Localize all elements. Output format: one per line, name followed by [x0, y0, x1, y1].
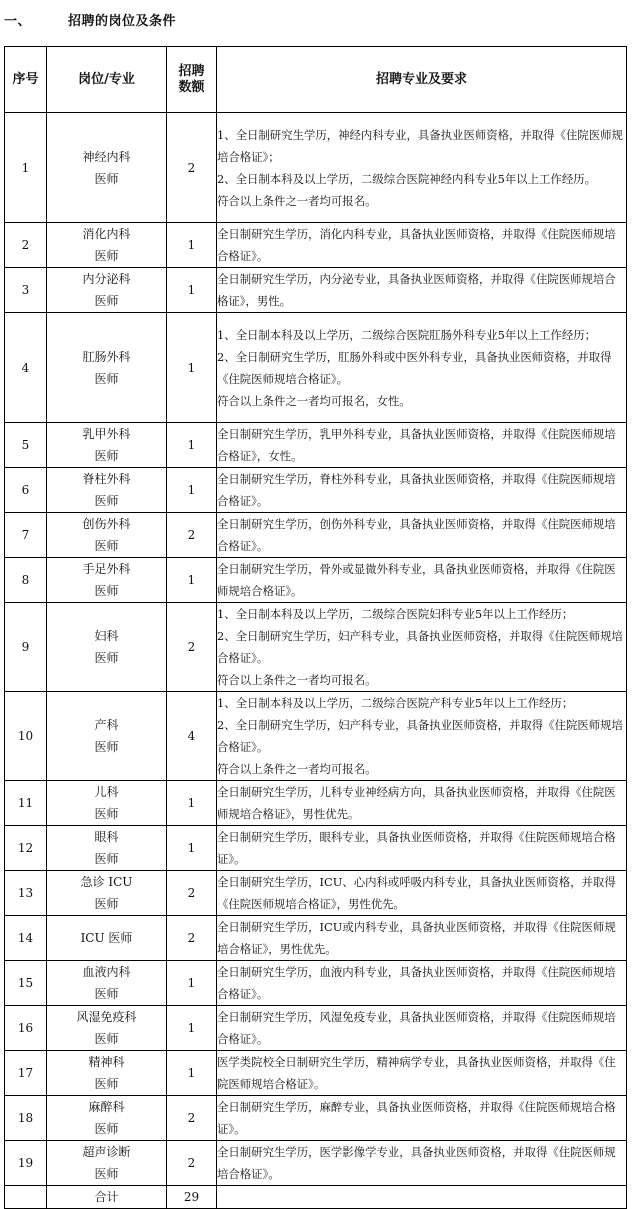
requirement-line: 符合以上条件之一者均可报名。: [217, 673, 377, 687]
section-number: 一、: [4, 14, 32, 29]
requirements-cell: [217, 692, 627, 781]
position-line: 乳甲外科: [82, 427, 131, 441]
count-cell: 1: [167, 1051, 217, 1096]
position-line: 医师: [94, 740, 119, 754]
count-cell: 2: [167, 916, 217, 961]
position-line: 手足外科: [82, 562, 131, 576]
requirements-cell: [217, 826, 627, 871]
table-row: [5, 603, 627, 692]
table-row: [5, 1096, 627, 1141]
table-row: [5, 268, 627, 313]
position-line: 医师: [94, 852, 119, 866]
requirement-line: 全日制研究生学历，骨外或显微外科专业，具备执业医师资格，并取得《住院医师规培合格证》。: [217, 562, 616, 598]
position-cell: [47, 1096, 167, 1141]
table-row: [5, 113, 627, 223]
position-cell: [47, 313, 167, 423]
requirement-line: 全日制研究生学历，麻醉专业，具备执业医师资格，并取得《住院医师规培合格证》。: [217, 1100, 616, 1136]
position-cell: [47, 826, 167, 871]
requirements-cell: [217, 558, 627, 603]
count-cell: 1: [167, 558, 217, 603]
requirement-line: 全日制研究生学历，血液内科专业，具备执业医师资格，并取得《住院医师规培合格证》。: [217, 965, 616, 1001]
position-line: 内分泌科: [82, 272, 131, 286]
row-number: 10: [5, 692, 47, 781]
position-line: 血液内科: [82, 965, 131, 979]
position-line: 医师: [94, 897, 119, 911]
position-cell: [47, 871, 167, 916]
count-cell: 2: [167, 871, 217, 916]
position-line: 眼科: [94, 830, 119, 844]
row-number: 3: [5, 268, 47, 313]
requirement-line: 全日制研究生学历，风湿免疫专业，具备执业医师资格，并取得《住院医师规培合格证》。: [217, 1010, 616, 1046]
table-row: [5, 468, 627, 513]
requirements-cell: [217, 781, 627, 826]
total-row: [5, 1186, 627, 1209]
count-cell: 2: [167, 513, 217, 558]
requirements-cell: [217, 268, 627, 313]
header-count: [167, 47, 217, 113]
row-number: 11: [5, 781, 47, 826]
total-label: 合计: [47, 1186, 167, 1209]
position-line: 妇科: [94, 629, 119, 643]
requirement-line: 符合以上条件之一者均可报名。: [217, 193, 377, 208]
position-cell: [47, 558, 167, 603]
row-number: 18: [5, 1096, 47, 1141]
position-cell: [47, 113, 167, 223]
count-cell: 4: [167, 692, 217, 781]
count-cell: 1: [167, 826, 217, 871]
position-line: 肛肠外科: [82, 349, 131, 364]
table-body: [5, 113, 627, 1186]
position-line: 医师: [94, 807, 119, 821]
row-number: 15: [5, 961, 47, 1006]
table-row: [5, 781, 627, 826]
requirements-cell: [217, 1141, 627, 1186]
position-line: 产科: [94, 718, 119, 732]
table-row: [5, 871, 627, 916]
requirement-line: 符合以上条件之一者均可报名。: [217, 762, 377, 776]
position-cell: [47, 1051, 167, 1096]
position-line: 医师: [94, 987, 119, 1001]
requirements-cell: [217, 113, 627, 223]
position-line: 神经内科: [82, 149, 131, 164]
table-row: [5, 692, 627, 781]
requirements-cell: [217, 223, 627, 268]
requirements-cell: [217, 1051, 627, 1096]
position-line: 医师: [94, 1032, 119, 1046]
requirement-line: 全日制研究生学历，ICU或内科专业，具备执业医师资格，并取得《住院医师规培合格证》，男性优先。: [217, 920, 616, 956]
count-cell: 1: [167, 781, 217, 826]
row-number: 5: [5, 423, 47, 468]
table-row: [5, 558, 627, 603]
row-number: 12: [5, 826, 47, 871]
table-header-row: [5, 47, 627, 113]
requirement-line: 全日制研究生学历，乳甲外科专业，具备执业医师资格，并取得《住院医师规培合格证》，女性。: [217, 427, 616, 463]
requirement-line: 全日制研究生学历，医学影像学专业，具备执业医师资格，并取得《住院医师规培合格证》。: [217, 1145, 616, 1181]
position-line: ICU 医师: [80, 931, 133, 945]
requirement-line: 全日制研究生学历，眼科专业，具备执业医师资格，并取得《住院医师规培合格证》。: [217, 830, 616, 866]
row-number: 13: [5, 871, 47, 916]
requirement-line: 1、全日制研究生学历，神经内科专业，具备执业医师资格，并取得《住院医师规培合格证》；: [217, 127, 623, 164]
requirement-line: 1、全日制本科及以上学历，二级综合医院妇科专业5年以上工作经历；: [217, 607, 574, 621]
requirement-line: 2、全日制研究生学历，肛肠外科或中医外科专业，具备执业医师资格，并取得《住院医师规培合格证》。: [217, 349, 612, 386]
section-heading: [4, 10, 176, 29]
position-line: 超声诊断: [82, 1145, 131, 1159]
requirements-cell: [217, 423, 627, 468]
position-cell: [47, 692, 167, 781]
requirement-line: 2、全日制本科及以上学历，二级综合医院神经内科专业5年以上工作经历。: [217, 171, 596, 186]
table-row: [5, 1051, 627, 1096]
requirements-cell: [217, 1096, 627, 1141]
requirement-line: 全日制研究生学历，脊柱外科专业，具备执业医师资格，并取得《住院医师规培合格证》。: [217, 472, 616, 508]
table-row: [5, 223, 627, 268]
header-count-line2: 数额: [178, 79, 205, 95]
count-cell: 1: [167, 468, 217, 513]
position-line: 麻醉科: [88, 1100, 125, 1114]
requirements-cell: [217, 513, 627, 558]
requirement-line: 全日制研究生学历，ICU、心内科或呼吸内科专业，具备执业医师资格，并取得《住院医师规培合格证》，男性优先。: [217, 875, 616, 911]
position-cell: [47, 603, 167, 692]
position-line: 医师: [94, 371, 119, 386]
table-row: [5, 423, 627, 468]
position-cell: [47, 781, 167, 826]
position-cell: [47, 423, 167, 468]
requirement-line: 全日制研究生学历，内分泌专业，具备执业医师资格，并取得《住院医师规培合格证》，男性。: [217, 272, 616, 308]
position-line: 医师: [94, 449, 119, 463]
position-cell: [47, 468, 167, 513]
row-number: 1: [5, 113, 47, 223]
requirement-line: 符合以上条件之一者均可报名，女性。: [217, 393, 411, 408]
table-row: [5, 961, 627, 1006]
row-number: 8: [5, 558, 47, 603]
count-cell: 1: [167, 423, 217, 468]
position-cell: [47, 961, 167, 1006]
position-line: 医师: [94, 651, 119, 665]
header-no: 序号: [5, 47, 47, 113]
position-cell: [47, 268, 167, 313]
position-line: 医师: [94, 249, 119, 263]
requirement-line: 1、全日制本科及以上学历，二级综合医院肛肠外科专业5年以上工作经历；: [217, 327, 596, 342]
row-number: 4: [5, 313, 47, 423]
requirements-cell: [217, 603, 627, 692]
row-number: 6: [5, 468, 47, 513]
position-cell: [47, 1006, 167, 1051]
position-line: 医师: [94, 539, 119, 553]
row-number: 17: [5, 1051, 47, 1096]
count-cell: 1: [167, 961, 217, 1006]
position-line: 儿科: [94, 785, 119, 799]
position-line: 风湿免疫科: [76, 1010, 137, 1024]
row-number: 14: [5, 916, 47, 961]
position-cell: [47, 1141, 167, 1186]
requirement-line: 全日制研究生学历，消化内科专业，具备执业医师资格，并取得《住院医师规培合格证》。: [217, 227, 616, 263]
requirements-cell: [217, 961, 627, 1006]
table-row: [5, 313, 627, 423]
count-cell: 1: [167, 1006, 217, 1051]
header-count-line1: 招聘: [178, 63, 205, 79]
recruitment-table: [4, 46, 627, 1209]
table-row: [5, 1141, 627, 1186]
total-empty-req: [217, 1186, 627, 1209]
row-number: 19: [5, 1141, 47, 1186]
count-cell: 2: [167, 1096, 217, 1141]
position-line: 医师: [94, 1077, 119, 1091]
requirement-line: 2、全日制研究生学历，妇产科专业，具备执业医师资格，并取得《住院医师规培合格证》。: [217, 629, 623, 665]
count-cell: 2: [167, 1141, 217, 1186]
requirements-cell: [217, 871, 627, 916]
position-line: 创伤外科: [82, 517, 131, 531]
total-count: 29: [167, 1186, 217, 1209]
row-number: 9: [5, 603, 47, 692]
position-cell: [47, 916, 167, 961]
header-position: 岗位/专业: [47, 47, 167, 113]
count-cell: 1: [167, 268, 217, 313]
requirements-cell: [217, 1006, 627, 1051]
position-line: 医师: [94, 294, 119, 308]
table-row: [5, 916, 627, 961]
position-line: 脊柱外科: [82, 472, 131, 486]
table-row: [5, 513, 627, 558]
position-line: 医师: [94, 584, 119, 598]
requirements-cell: [217, 916, 627, 961]
header-requirements: 招聘专业及要求: [217, 47, 627, 113]
count-cell: 2: [167, 113, 217, 223]
requirement-line: 医学类院校全日制研究生学历，精神病学专业，具备执业医师资格，并取得《住院医师规培合格证》。: [217, 1055, 616, 1091]
position-cell: [47, 513, 167, 558]
position-line: 医师: [94, 1122, 119, 1136]
requirement-line: 全日制研究生学历，创伤外科专业，具备执业医师资格，并取得《住院医师规培合格证》。: [217, 517, 616, 553]
position-line: 医师: [94, 171, 119, 186]
position-cell: [47, 223, 167, 268]
requirement-line: 1、全日制本科及以上学历，二级综合医院产科专业5年以上工作经历；: [217, 696, 574, 710]
position-line: 医师: [94, 1167, 119, 1181]
total-empty-cell: [5, 1186, 47, 1209]
count-cell: 2: [167, 603, 217, 692]
row-number: 2: [5, 223, 47, 268]
position-line: 医师: [94, 494, 119, 508]
section-title: 招聘的岗位及条件: [68, 14, 177, 29]
requirement-line: 2、全日制研究生学历，妇产科专业，具备执业医师资格，并取得《住院医师规培合格证》。: [217, 718, 623, 754]
requirements-cell: [217, 468, 627, 513]
table-row: [5, 1006, 627, 1051]
count-cell: 1: [167, 223, 217, 268]
position-line: 急诊 ICU: [80, 875, 133, 889]
requirement-line: 全日制研究生学历，儿科专业神经病方向，具备执业医师资格，并取得《住院医师规培合格证》，男性优先。: [217, 785, 616, 821]
requirements-cell: [217, 313, 627, 423]
position-line: 消化内科: [82, 227, 131, 241]
row-number: 7: [5, 513, 47, 558]
position-line: 精神科: [88, 1055, 125, 1069]
row-number: 16: [5, 1006, 47, 1051]
table-row: [5, 826, 627, 871]
count-cell: 1: [167, 313, 217, 423]
